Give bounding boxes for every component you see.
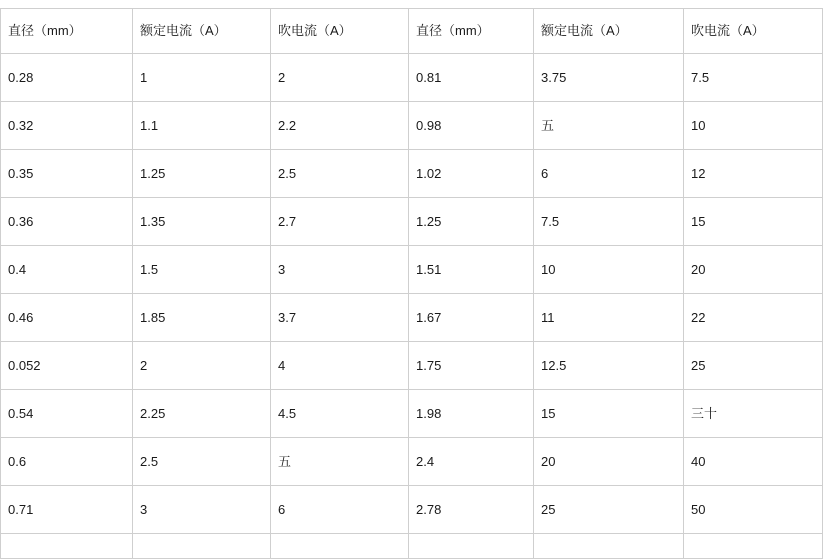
cell-blow-current-2: 15 [684, 198, 823, 246]
table-header-row [1, 9, 823, 54]
cell-blow-current-1 [271, 534, 409, 559]
cell-blow-current-1: 五 [271, 438, 409, 486]
cell-diameter-2: 1.02 [409, 150, 534, 198]
cell-blow-current-1: 2.5 [271, 150, 409, 198]
table-row [1, 486, 823, 534]
cell-rated-current-1: 3 [133, 486, 271, 534]
cell-diameter-2: 1.51 [409, 246, 534, 294]
cell-rated-current-1: 1.1 [133, 102, 271, 150]
cell-blow-current-1: 4 [271, 342, 409, 390]
table-row [1, 54, 823, 102]
cell-rated-current-1 [133, 534, 271, 559]
table-row [1, 438, 823, 486]
cell-rated-current-1: 1.85 [133, 294, 271, 342]
cell-diameter-1 [1, 534, 133, 559]
cell-blow-current-2: 50 [684, 486, 823, 534]
cell-rated-current-1: 1.5 [133, 246, 271, 294]
cell-rated-current-1: 1.25 [133, 150, 271, 198]
cell-blow-current-1: 6 [271, 486, 409, 534]
cell-blow-current-2: 20 [684, 246, 823, 294]
table-row [1, 534, 823, 559]
fuse-wire-table [0, 8, 823, 559]
cell-diameter-2: 1.67 [409, 294, 534, 342]
cell-blow-current-2: 40 [684, 438, 823, 486]
cell-blow-current-2 [684, 534, 823, 559]
cell-rated-current-2: 25 [534, 486, 684, 534]
cell-blow-current-2: 12 [684, 150, 823, 198]
cell-rated-current-1: 1 [133, 54, 271, 102]
cell-blow-current-2: 10 [684, 102, 823, 150]
cell-diameter-1: 0.46 [1, 294, 133, 342]
column-header-blow-current-1: 吹电流（A） [271, 9, 409, 54]
cell-rated-current-2: 6 [534, 150, 684, 198]
fuse-wire-table-container [0, 8, 822, 559]
cell-diameter-2: 2.4 [409, 438, 534, 486]
cell-diameter-2: 0.98 [409, 102, 534, 150]
cell-rated-current-1: 2.25 [133, 390, 271, 438]
cell-diameter-2: 1.25 [409, 198, 534, 246]
table-row [1, 390, 823, 438]
cell-blow-current-1: 3.7 [271, 294, 409, 342]
cell-rated-current-2: 15 [534, 390, 684, 438]
cell-diameter-2: 1.75 [409, 342, 534, 390]
cell-rated-current-1: 2.5 [133, 438, 271, 486]
table-row [1, 102, 823, 150]
column-header-diameter-1: 直径（mm） [1, 9, 133, 54]
cell-diameter-1: 0.052 [1, 342, 133, 390]
cell-blow-current-1: 2.7 [271, 198, 409, 246]
cell-blow-current-2: 7.5 [684, 54, 823, 102]
cell-rated-current-2: 20 [534, 438, 684, 486]
cell-diameter-2: 1.98 [409, 390, 534, 438]
cell-blow-current-1: 2 [271, 54, 409, 102]
cell-blow-current-1: 2.2 [271, 102, 409, 150]
cell-rated-current-2: 五 [534, 102, 684, 150]
cell-diameter-1: 0.36 [1, 198, 133, 246]
column-header-rated-current-1: 额定电流（A） [133, 9, 271, 54]
cell-blow-current-2: 22 [684, 294, 823, 342]
cell-diameter-1: 0.32 [1, 102, 133, 150]
cell-rated-current-2: 11 [534, 294, 684, 342]
cell-rated-current-2 [534, 534, 684, 559]
cell-blow-current-1: 3 [271, 246, 409, 294]
cell-rated-current-1: 2 [133, 342, 271, 390]
cell-diameter-2 [409, 534, 534, 559]
table-row [1, 150, 823, 198]
cell-diameter-1: 0.6 [1, 438, 133, 486]
column-header-rated-current-2: 额定电流（A） [534, 9, 684, 54]
cell-rated-current-2: 3.75 [534, 54, 684, 102]
cell-diameter-1: 0.71 [1, 486, 133, 534]
cell-rated-current-2: 10 [534, 246, 684, 294]
cell-diameter-2: 2.78 [409, 486, 534, 534]
cell-rated-current-2: 12.5 [534, 342, 684, 390]
cell-blow-current-2: 三十 [684, 390, 823, 438]
cell-diameter-1: 0.35 [1, 150, 133, 198]
column-header-diameter-2: 直径（mm） [409, 9, 534, 54]
cell-blow-current-1: 4.5 [271, 390, 409, 438]
cell-diameter-1: 0.54 [1, 390, 133, 438]
cell-rated-current-1: 1.35 [133, 198, 271, 246]
table-row [1, 198, 823, 246]
column-header-blow-current-2: 吹电流（A） [684, 9, 823, 54]
table-body [1, 9, 823, 559]
cell-diameter-1: 0.4 [1, 246, 133, 294]
cell-blow-current-2: 25 [684, 342, 823, 390]
cell-diameter-1: 0.28 [1, 54, 133, 102]
table-row [1, 342, 823, 390]
cell-diameter-2: 0.81 [409, 54, 534, 102]
table-row [1, 294, 823, 342]
table-row [1, 246, 823, 294]
cell-rated-current-2: 7.5 [534, 198, 684, 246]
